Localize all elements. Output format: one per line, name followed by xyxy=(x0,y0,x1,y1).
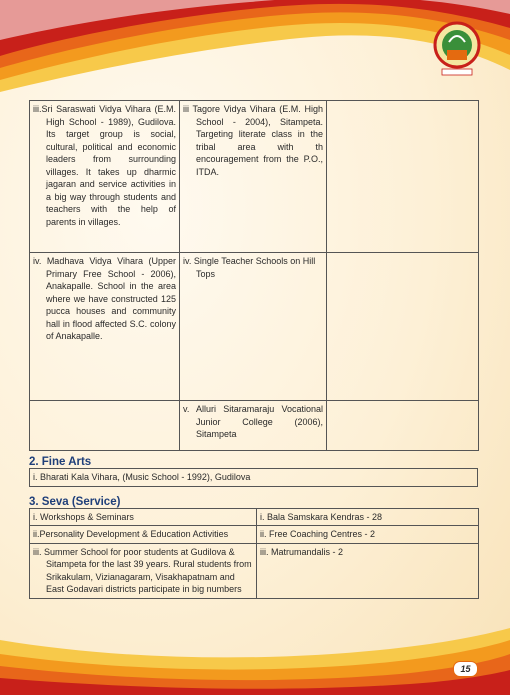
page-number: 15 xyxy=(453,661,478,677)
bottom-wave-decoration xyxy=(0,620,510,695)
table-cell: iii Tagore Vidya Vihara (E.M. High School - 2004), Sitampeta. Targeting literate class in the tribal area with th encouragement from the P.O., ITDA. xyxy=(180,101,327,253)
table-cell: i. Bharati Kala Vihara, (Music School - 1992), Gudilova xyxy=(30,469,478,487)
table-cell: iii. Summer School for poor students at Gudilova & Sitampeta for the last 39 years. Rural students from Srikakulam, Vizianagaram, Visakhapatnam and East Godavari districts participate in big numbers xyxy=(30,543,257,598)
table-cell xyxy=(327,253,479,401)
table-cell: ii. Free Coaching Centres - 2 xyxy=(257,526,479,544)
fine-arts-table xyxy=(29,468,478,487)
table-cell: iv. Madhava Vidya Vihara (Upper Primary Free School - 2006), Anakapalle. School in the area where we have constructed 125 pucca houses and community hall in flood affected S.C. colony of Anakapalle. xyxy=(30,253,180,401)
schools-table xyxy=(29,100,479,451)
table-cell: iii.Sri Saraswati Vidya Vihara (E.M. High School - 1989), Gudilova. Its target group is social, cultural, political and economic leaders from surrounding villages. It takes up dharmic jagaran and service activities in a big way through students and teachers with the help of parents in villages. xyxy=(30,101,180,253)
table-cell xyxy=(30,401,180,451)
section-heading-seva: 3. Seva (Service) xyxy=(29,495,121,508)
table-cell: ii.Personality Development & Education Activities xyxy=(30,526,257,544)
seva-table xyxy=(29,508,479,599)
table-row xyxy=(30,508,479,526)
table-row xyxy=(30,253,479,401)
table-cell: i. Workshops & Seminars xyxy=(30,508,257,526)
table-cell: v. Alluri Sitaramaraju Vocational Junior College (2006), Sitampeta xyxy=(180,401,327,451)
organization-logo-icon xyxy=(432,20,482,80)
table-row xyxy=(30,469,478,487)
table-row xyxy=(30,543,479,598)
table-row xyxy=(30,526,479,544)
table-cell: iv. Single Teacher Schools on Hill Tops xyxy=(180,253,327,401)
table-cell: i. Bala Samskara Kendras - 28 xyxy=(257,508,479,526)
section-heading-fine-arts: 2. Fine Arts xyxy=(29,456,92,468)
table-row xyxy=(30,101,479,253)
table-row xyxy=(30,401,479,451)
table-cell: iii. Matrumandalis - 2 xyxy=(257,543,479,598)
table-cell xyxy=(327,101,479,253)
table-cell xyxy=(327,401,479,451)
page-content xyxy=(29,100,478,599)
